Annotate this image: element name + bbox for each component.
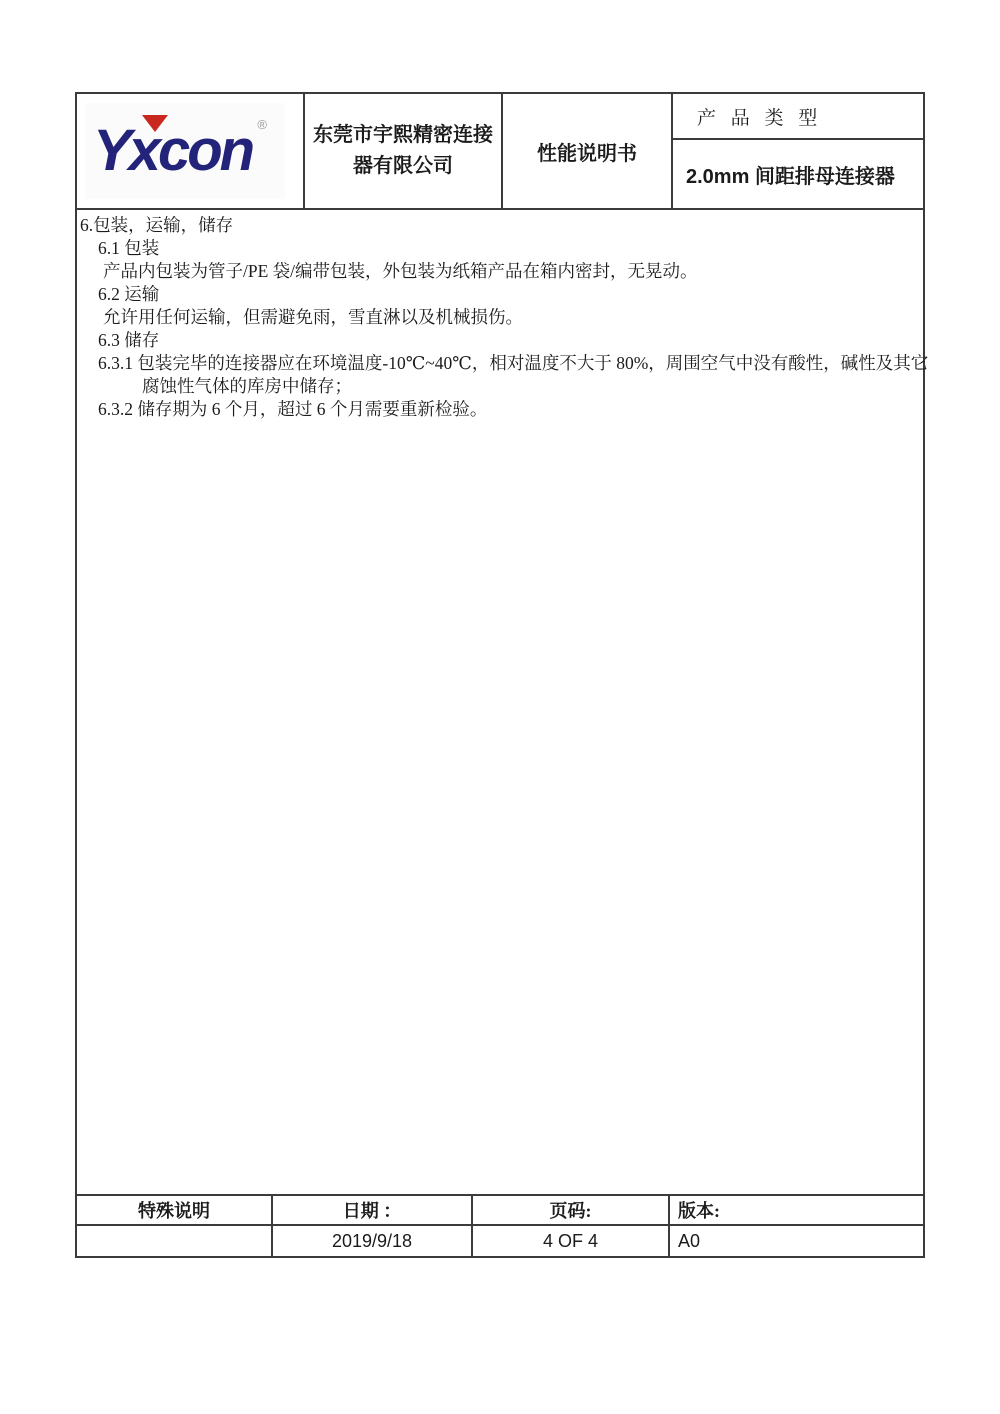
special-note-value <box>77 1226 273 1256</box>
product-type-cell <box>673 94 923 208</box>
yxcon-logo <box>85 103 285 199</box>
section-6-3-heading: 6.3 储存 <box>98 330 160 350</box>
logo-cell <box>77 94 305 208</box>
logo-wordmark: Yxcon <box>93 118 253 183</box>
section-6-3-2-text: 6.3.2 储存期为 6 个月，超过 6 个月需要重新检验。 <box>98 399 488 419</box>
section-6-heading: 6.包装，运输，储存 <box>80 215 234 235</box>
company-name-line1: 东莞市宇熙精密连接 <box>313 124 493 146</box>
product-type-value: 2.0mm 间距排母连接器 <box>686 165 895 188</box>
document-body <box>77 210 929 1196</box>
doc-title: 性能说明书 <box>537 142 637 165</box>
header-table <box>77 94 923 210</box>
logo-triangle-icon <box>142 115 168 132</box>
version-label: 版本: <box>678 1201 720 1221</box>
section-6-3-1-text-2: 腐蚀性气体的库房中储存； <box>142 376 352 396</box>
section-6-1-heading: 6.1 包装 <box>98 238 160 258</box>
company-name-cell <box>305 94 503 208</box>
page-number-value: 4 OF 4 <box>473 1226 670 1256</box>
date-value: 2019/9/18 <box>273 1226 473 1256</box>
section-6-3-1-text: 6.3.1 包装完毕的连接器应在环境温度-10℃~40℃，相对温度不大于 80%，周围空气中没有酸性，碱性及其它 <box>98 353 929 373</box>
company-name-line2: 器有限公司 <box>353 155 453 177</box>
doc-title-cell <box>503 94 673 208</box>
version-value: A0 <box>678 1230 701 1251</box>
product-type-label: 产 品 类 型 <box>673 94 923 140</box>
footer-value-row <box>77 1226 923 1256</box>
date-label: 日期 ： <box>273 1196 473 1224</box>
registered-trademark-icon: ® <box>257 117 267 132</box>
page-number-label: 页码: <box>473 1196 670 1224</box>
section-6-2-text: 允许用任何运输，但需避免雨，雪直淋以及机械损伤。 <box>103 307 523 327</box>
section-6-1-text: 产品内包装为管子/PE 袋/编带包装，外包装为纸箱产品在箱内密封，无晃动。 <box>103 261 698 281</box>
section-6-2-heading: 6.2 运输 <box>98 284 160 304</box>
spec-sheet-frame <box>75 92 929 1258</box>
footer-label-row <box>77 1196 923 1226</box>
special-note-label: 特殊说明 <box>77 1196 273 1224</box>
